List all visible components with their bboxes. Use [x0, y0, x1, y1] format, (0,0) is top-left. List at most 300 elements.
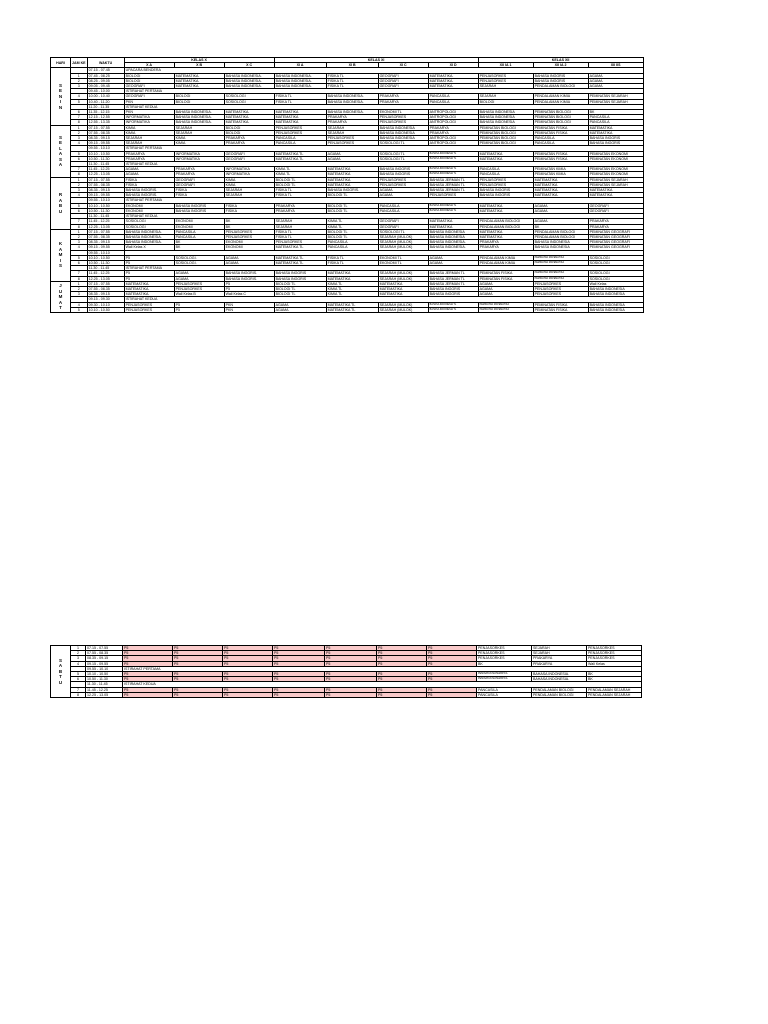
subject-cell: PRAKARYA: [274, 203, 326, 208]
waktu: 08.25 - 09.05: [87, 78, 124, 83]
subject-cell: PANCASILA: [274, 136, 326, 141]
subject-cell: MATEMATIKA: [326, 182, 378, 187]
subject-cell: PRAKARYA: [478, 245, 533, 250]
subject-cell: SEJARAH (MULOK): [378, 271, 428, 276]
subject-cell: Wali Kelas C: [224, 292, 274, 297]
subject-cell: SEJARAH: [224, 193, 274, 198]
subject-cell: BK: [174, 240, 224, 245]
waktu: 07.15 - 07.55: [87, 125, 124, 130]
subject-cell: P5: [123, 651, 173, 656]
subject-cell: PENDALAMAN BIOLOGI: [533, 234, 588, 239]
class-header: X C: [224, 63, 274, 68]
subject-cell: EKONOMI TL: [378, 110, 428, 115]
waktu: 07.15 - 07.45: [87, 68, 124, 73]
jam-ke: 8: [71, 172, 88, 177]
subject-cell: AGAMA: [533, 219, 588, 224]
subject-cell: INFORMATIKA: [224, 172, 274, 177]
subject-cell: P5: [123, 677, 173, 682]
class-header: XI A: [274, 63, 326, 68]
subject-cell: PENJASORKES: [533, 286, 588, 291]
waktu: 10.50 - 11.30: [87, 260, 124, 265]
subject-cell: P5: [173, 646, 223, 651]
jam-ke: 1: [71, 281, 88, 286]
waktu: 09.15 - 09.55: [86, 661, 123, 666]
subject-cell: SEJARAH (MULOK): [378, 245, 428, 250]
subject-cell: KIMIA: [124, 130, 174, 135]
subject-cell: SEJARAH: [174, 130, 224, 135]
subject-cell: BIOLOGI: [224, 125, 274, 130]
subject-cell: MATEMATIKA: [326, 271, 378, 276]
subject-cell: PEMINATAN EKONOMI: [588, 167, 643, 172]
waktu: 12.15 - 12.55: [87, 115, 124, 120]
subject-cell: PEMINATAN GEOGRAFI: [588, 245, 643, 250]
subject-cell: FISIKA TL: [274, 234, 326, 239]
subject-cell: SEJARAH: [326, 125, 378, 130]
subject-cell: MATEMATIKA.: [533, 188, 588, 193]
subject-cell: PANCASILA: [174, 229, 224, 234]
subject-cell: AGAMA: [224, 260, 274, 265]
jam-ke: 4: [71, 193, 88, 198]
subject-cell: MATEMATIKA: [478, 234, 533, 239]
subject-cell: BAHASA INDONESIA: [378, 125, 428, 130]
subject-cell: PEMINATAN SEJARAH: [588, 94, 643, 99]
subject-cell: BAHASA INDONESIA: [378, 130, 428, 135]
subject-cell: BIOLOGI TL: [274, 286, 326, 291]
waktu: 09.15 - 09.55: [87, 193, 124, 198]
subject-cell: PRAKARYA: [588, 224, 643, 229]
waktu: 09.55 - 10.10: [87, 198, 124, 203]
subject-cell: BK: [224, 224, 274, 229]
subject-cell: MATEMATIKA: [326, 172, 378, 177]
subject-cell: BIOLOGI TL: [274, 177, 326, 182]
subject-cell: SEJARAH (MULOK): [378, 307, 428, 312]
subject-cell: SOSIOLOGI: [224, 99, 274, 104]
subject-cell: MATEMATIKA.: [428, 73, 478, 78]
subject-cell: FISIKA TL: [326, 78, 378, 83]
subject-cell: BAHASA INGGRIS: [274, 271, 326, 276]
subject-cell: PEMINATAN MATEMATIKA: [478, 307, 533, 312]
subject-cell: P5: [223, 656, 273, 661]
subject-cell: SOSIOLOGI: [588, 260, 643, 265]
break-label: ISTIRAHAT KEDUA: [124, 162, 643, 167]
subject-cell: P5: [124, 271, 174, 276]
subject-cell: P5: [427, 687, 477, 692]
subject-cell: P5: [273, 692, 325, 697]
break-label: ISTIRAHAT PERTAMA: [124, 146, 643, 151]
subject-cell: PEMINATAN EKONOMI: [588, 156, 643, 161]
subject-cell: PRAKARYA: [478, 240, 533, 245]
day-label: S A B T U: [51, 646, 71, 698]
subject-cell: PEMINATAN KIMIA: [533, 167, 588, 172]
waktu: 10.10 - 10.50: [87, 203, 124, 208]
subject-cell: BIOLOGI TL: [274, 182, 326, 187]
table-row: [51, 193, 644, 198]
waktu: 09.55 - 10.10: [87, 146, 124, 151]
subject-cell: PEMINATAN FISIKA: [533, 125, 588, 130]
subject-cell: BAHASA JERMAN TL: [428, 276, 478, 281]
subject-cell: MATEMATIKA.: [428, 78, 478, 83]
subject-cell: MATEMATIKA: [533, 182, 588, 187]
jam-ke: 5: [71, 151, 88, 156]
subject-cell: SEJARAH: [532, 651, 587, 656]
subject-cell: FISIKA: [124, 182, 174, 187]
break-label: ISTIRAHAT PERTAMA: [123, 666, 642, 671]
subject-cell: AGAMA: [224, 255, 274, 260]
subject-cell: MATEMATIKA: [478, 229, 533, 234]
subject-cell: P5: [123, 672, 173, 677]
subject-cell: BAHASA INDONESIA.: [326, 99, 378, 104]
subject-cell: PKN: [224, 307, 274, 312]
subject-cell: Wali Kelas B: [174, 292, 224, 297]
subject-cell: PANCASILA: [588, 120, 643, 125]
subject-cell: P5: [174, 302, 224, 307]
subject-cell: AGAMA: [274, 307, 326, 312]
subject-cell: EKONOMI: [124, 203, 174, 208]
subject-cell: SOSIOLOGI: [588, 276, 643, 281]
subject-cell: BAHASA INDONESIA TL: [428, 208, 478, 213]
subject-cell: P5: [325, 687, 377, 692]
subject-cell: PENJASORKES: [224, 234, 274, 239]
subject-cell: ANTROPOLOGI: [428, 115, 478, 120]
subject-cell: BAHASA INDONESIA: [478, 115, 533, 120]
subject-cell: MATEMATIKA TL: [274, 156, 326, 161]
subject-cell: FISIKA TL: [274, 99, 326, 104]
subject-cell: AGAMA: [478, 292, 533, 297]
timetable-sabtu: [50, 645, 642, 698]
waktu: 08.35 - 09.15: [87, 240, 124, 245]
subject-cell: Wali Kelas X: [124, 245, 174, 250]
jam-ke: 1: [71, 646, 86, 651]
jam-ke: 3: [71, 136, 88, 141]
subject-cell: PENJASORKES: [124, 307, 174, 312]
waktu: 08.35 - 09.15: [87, 292, 124, 297]
header-kelas-xii: KELAS XII: [478, 58, 643, 63]
subject-cell: PEMINATAN BIOLOGI: [533, 110, 588, 115]
subject-cell: ANTROPOLOGI: [428, 136, 478, 141]
subject-cell: MATEMATIKA: [274, 120, 326, 125]
subject-cell: FISIKA TL: [274, 188, 326, 193]
subject-cell: PEMINATAN MATEMATIKA: [533, 276, 588, 281]
subject-cell: PANCASILA: [477, 687, 532, 692]
subject-cell: PENJASORKES: [587, 656, 642, 661]
subject-cell: KIMIA TL: [274, 172, 326, 177]
waktu: 11.30 - 11.45: [87, 266, 124, 271]
subject-cell: PEMINATAN FISIKA: [533, 302, 588, 307]
subject-cell: AGAMA: [326, 151, 378, 156]
subject-cell: BAHASA INGGRIS: [478, 193, 533, 198]
subject-cell: P5: [173, 687, 223, 692]
subject-cell: BAHASA INDONESIA: [478, 120, 533, 125]
subject-cell: INFORMATIKA: [124, 120, 174, 125]
subject-cell: MATEMATIKA.: [428, 84, 478, 89]
subject-cell: BAHASA INDONESIA.: [174, 120, 224, 125]
waktu: 10.10 - 10.50: [86, 672, 123, 677]
subject-cell: P5: [223, 672, 273, 677]
subject-cell: FISIKA: [224, 203, 274, 208]
subject-cell: PRAKARYA: [378, 94, 428, 99]
waktu: 07.45 - 08.25: [87, 73, 124, 78]
subject-cell: SOSIOLOGI TL: [378, 141, 428, 146]
subject-cell: BIOLOGI TL: [326, 193, 378, 198]
subject-cell: BAHASA INGGRIS: [274, 276, 326, 281]
subject-cell: BIOLOGI: [124, 73, 174, 78]
subject-cell: GEOGRAFI: [224, 151, 274, 156]
subject-cell: BAHASA INDONESIA: [378, 136, 428, 141]
subject-cell: PRAKARYA: [532, 656, 587, 661]
subject-cell: ANTROPOLOGI: [428, 141, 478, 146]
waktu: 07.15 - 07.55: [87, 177, 124, 182]
subject-cell: GEOGRAFI: [174, 182, 224, 187]
subject-cell: BIOLOGI: [478, 99, 533, 104]
subject-cell: Wali Kelas: [588, 281, 643, 286]
subject-cell: MATEMATIKA: [588, 125, 643, 130]
subject-cell: BAHASA INGGRIS.: [124, 193, 174, 198]
subject-cell: P5: [123, 687, 173, 692]
waktu: 07.55 - 08.35: [87, 234, 124, 239]
subject-cell: MATEMATIKA: [428, 219, 478, 224]
subject-cell: AGAMA: [124, 172, 174, 177]
subject-cell: MATEMATIKA TL: [274, 255, 326, 260]
subject-cell: BAHASA INGGRIS: [378, 167, 428, 172]
subject-cell: PRAKARYA: [124, 151, 174, 156]
subject-cell: PKN: [224, 302, 274, 307]
subject-cell: MATEMATIKA.: [174, 84, 224, 89]
subject-cell: P5: [273, 661, 325, 666]
table-row: [51, 240, 644, 245]
subject-cell: PRAKARYA: [274, 208, 326, 213]
jam-ke: 1: [71, 125, 88, 130]
day-label: K A M I S: [51, 229, 71, 281]
table-row: [51, 307, 644, 312]
table-row: [51, 115, 644, 120]
subject-cell: BAHASA INGGRIS: [533, 73, 588, 78]
table-row: [51, 188, 644, 193]
subject-cell: BK: [533, 224, 588, 229]
subject-cell: BIOLOGI: [174, 94, 224, 99]
subject-cell: ANTROPOLOGI: [428, 110, 478, 115]
subject-cell: BAHASA INDONESIA.: [532, 672, 587, 677]
subject-cell: PRAKARYA: [224, 136, 274, 141]
class-header: XII IA 2: [533, 63, 588, 68]
subject-cell: PENDALAMAN KIMIA: [478, 260, 533, 265]
subject-cell: P5: [325, 656, 377, 661]
subject-cell: PENJASORKES: [478, 177, 533, 182]
break-label: ISTIRAHAT PERTAMA: [124, 89, 643, 94]
jam-ke: 4: [71, 94, 88, 99]
subject-cell: GEOGRAFI: [378, 224, 428, 229]
subject-cell: SEJARAH: [478, 84, 533, 89]
subject-cell: SEJARAH: [532, 646, 587, 651]
waktu: 12.55 - 13.35: [87, 120, 124, 125]
day-label: R A B U: [51, 177, 71, 229]
jam-ke: 8: [71, 224, 88, 229]
subject-cell: FISIKA TL: [326, 260, 378, 265]
subject-cell: PENJASORKES: [174, 286, 224, 291]
subject-cell: PANCASILA: [428, 94, 478, 99]
jam-ke: 2: [71, 182, 88, 187]
subject-cell: BAHASA INGGRIS: [588, 136, 643, 141]
subject-cell: FISIKA TL: [326, 84, 378, 89]
jam-ke: 1: [71, 177, 88, 182]
subject-cell: MATEMATIKA.: [224, 115, 274, 120]
subject-cell: MATEMATIKA: [326, 177, 378, 182]
subject-cell: SEJARAH (MULOK): [378, 234, 428, 239]
subject-cell: GEOGRAFI: [124, 94, 174, 99]
subject-cell: SEJARAH: [326, 130, 378, 135]
subject-cell: BAHASA INDONESIA TL: [428, 203, 478, 208]
waktu: 08.35 - 09.15: [87, 188, 124, 193]
subject-cell: MATEMATIKA.: [224, 120, 274, 125]
subject-cell: P5: [173, 661, 223, 666]
waktu: 07.55 - 08.35: [87, 182, 124, 187]
waktu: 11.20 - 11.35: [87, 104, 124, 109]
subject-cell: PEMINATAN BIOLOGI: [478, 136, 533, 141]
subject-cell: SEJARAH (MULOK): [378, 302, 428, 307]
subject-cell: SOSIOLOGI: [588, 255, 643, 260]
jam-ke: 4: [71, 141, 88, 146]
subject-cell: BAHASA INDONESIA.: [224, 73, 274, 78]
jam-ke: 8: [71, 276, 88, 281]
subject-cell: PEMINATAN BIOLOGI: [478, 125, 533, 130]
subject-cell: MATEMATIKA.: [174, 73, 224, 78]
subject-cell: SOSIOLOGI.: [174, 260, 224, 265]
subject-cell: AGAMA: [174, 271, 224, 276]
waktu: 10.10 - 10.50: [87, 307, 124, 312]
subject-cell: MATEMATIKA: [588, 193, 643, 198]
subject-cell: PKN: [124, 110, 174, 115]
subject-cell: BAHASA INDONESIA.: [224, 78, 274, 83]
subject-cell: BAHASA INDONESIA: [588, 286, 643, 291]
subject-cell: PEMINATAN MATEMATIKA: [477, 672, 532, 677]
waktu: 09.30 - 10.10: [87, 302, 124, 307]
subject-cell: BAHASA INGGRIS: [428, 292, 478, 297]
subject-cell: FISIKA TL: [274, 229, 326, 234]
waktu: 11.30 - 11.45: [86, 682, 123, 687]
subject-cell: MATEMATIKA: [428, 224, 478, 229]
waktu: 09.55 - 10.10: [87, 250, 124, 255]
subject-cell: MATEMATIKA: [588, 188, 643, 193]
subject-cell: MATEMATIKA: [478, 203, 533, 208]
subject-cell: P5: [273, 687, 325, 692]
subject-cell: P5: [427, 646, 477, 651]
subject-cell: P5: [123, 661, 173, 666]
subject-cell: P5: [325, 651, 377, 656]
day-label: S E L A S A: [51, 125, 71, 177]
subject-cell: PEMINATAN FISIKA: [478, 276, 533, 281]
subject-cell: P5: [173, 692, 223, 697]
subject-cell: BAHASA INDONESIA.: [532, 677, 587, 682]
subject-cell: SOSIOLOGI: [124, 224, 174, 229]
subject-cell: BIOLOGI: [224, 130, 274, 135]
subject-cell: SEJARAH: [478, 94, 533, 99]
subject-cell: MATEMATIKA TL: [274, 245, 326, 250]
subject-cell: PEMINATAN FISIKA: [533, 130, 588, 135]
waktu: 07.15 - 07.55: [87, 281, 124, 286]
subject-cell: PEMINATAN MATEMATIKA: [477, 677, 532, 682]
subject-cell: PENDALAMAN SEJARAH: [587, 687, 642, 692]
subject-cell: GEOGRAFI: [588, 203, 643, 208]
waktu: 09.15 - 09.30: [87, 297, 124, 302]
subject-cell: PENJASORKES: [274, 125, 326, 130]
waktu: 11.30 - 11.45: [87, 162, 124, 167]
subject-cell: BAHASA JERMAN TL: [428, 177, 478, 182]
subject-cell: PENDALAMAN BIOLOGI: [533, 229, 588, 234]
jam-ke: 3: [71, 292, 88, 297]
subject-cell: MATEMATIKA TL: [326, 302, 378, 307]
jam-ke: 5: [71, 99, 88, 104]
subject-cell: BAHASA INDONESIA TL: [428, 156, 478, 161]
subject-cell: SEJARAH (MULOK): [378, 240, 428, 245]
subject-cell: PENDALAMAN BIOLOGI: [478, 224, 533, 229]
subject-cell: BK: [587, 677, 642, 682]
waktu: 11.35 - 12.15: [87, 110, 124, 115]
subject-cell: MATEMATIKA.: [124, 286, 174, 291]
subject-cell: SOSIOLOGI TL: [378, 151, 428, 156]
subject-cell: PENDALAMAN BIOLOGI: [532, 687, 587, 692]
subject-cell: GEOGRAFI: [378, 78, 428, 83]
subject-cell: P5: [377, 677, 427, 682]
subject-cell: PEMINATAN FISIKA: [478, 271, 533, 276]
subject-cell: PEMINATAN FISIKA: [533, 151, 588, 156]
subject-cell: BIOLOGI: [124, 78, 174, 83]
subject-cell: BAHASA INDONESIA.: [326, 110, 378, 115]
subject-cell: PEMINATAN SEJARAH: [588, 182, 643, 187]
subject-cell: BAHASA INGGRIS: [478, 188, 533, 193]
subject-cell: MATEMATIKA: [478, 156, 533, 161]
header-hari: HARI: [51, 58, 71, 68]
subject-cell: MATEMATIKA.: [124, 281, 174, 286]
waktu: 10.10 - 10.50: [87, 255, 124, 260]
subject-cell: MATEMATIKA: [588, 130, 643, 135]
subject-cell: AGAMA: [274, 302, 326, 307]
subject-cell: BAHASA JERMAN TL: [428, 271, 478, 276]
waktu: 12.25 - 13.05: [86, 692, 123, 697]
waktu: 07.15 - 07.55: [87, 229, 124, 234]
waktu: 11.45 - 12.25: [87, 219, 124, 224]
subject-cell: PRAKARYA: [532, 661, 587, 666]
subject-cell: P5: [325, 677, 377, 682]
subject-cell: FISIKA: [124, 177, 174, 182]
subject-cell: PEMINATAN FISIKA: [533, 307, 588, 312]
subject-cell: FISIKA: [174, 193, 224, 198]
subject-cell: PENJASORKES: [478, 182, 533, 187]
subject-cell: P5: [427, 656, 477, 661]
subject-cell: P5: [123, 692, 173, 697]
waktu: 09.15 - 09.55: [87, 245, 124, 250]
subject-cell: P5: [273, 677, 325, 682]
subject-cell: PEMINATAN BIOLOGI: [533, 115, 588, 120]
waktu: 07.55 - 08.35: [87, 286, 124, 291]
subject-cell: PANCASILA: [533, 136, 588, 141]
waktu: 10.50 - 11.30: [87, 156, 124, 161]
timetable-weekdays: [50, 57, 644, 313]
waktu: 07.15 - 07.55: [86, 646, 123, 651]
subject-cell: BAHASA INGGRIS: [378, 172, 428, 177]
subject-cell: BAHASA INGGRIS.: [224, 271, 274, 276]
subject-cell: PEMINATAN MATEMATIKA: [478, 302, 533, 307]
subject-cell: BAHASA INDONESIA: [588, 302, 643, 307]
header-jamke: JAM KE: [71, 58, 88, 68]
subject-cell: MATEMATIKA.: [224, 110, 274, 115]
jam-ke: 7: [71, 115, 88, 120]
break-label: ISTIRAHAT PERTAMA: [124, 198, 643, 203]
subject-cell: KIMIA: [124, 125, 174, 130]
jam-ke: 6: [71, 156, 88, 161]
subject-cell: SOSIOLOGI: [224, 94, 274, 99]
jam-ke: 8: [71, 120, 88, 125]
class-header: X A: [124, 63, 174, 68]
subject-cell: PENDALAMAN BIOLOGI: [533, 84, 588, 89]
